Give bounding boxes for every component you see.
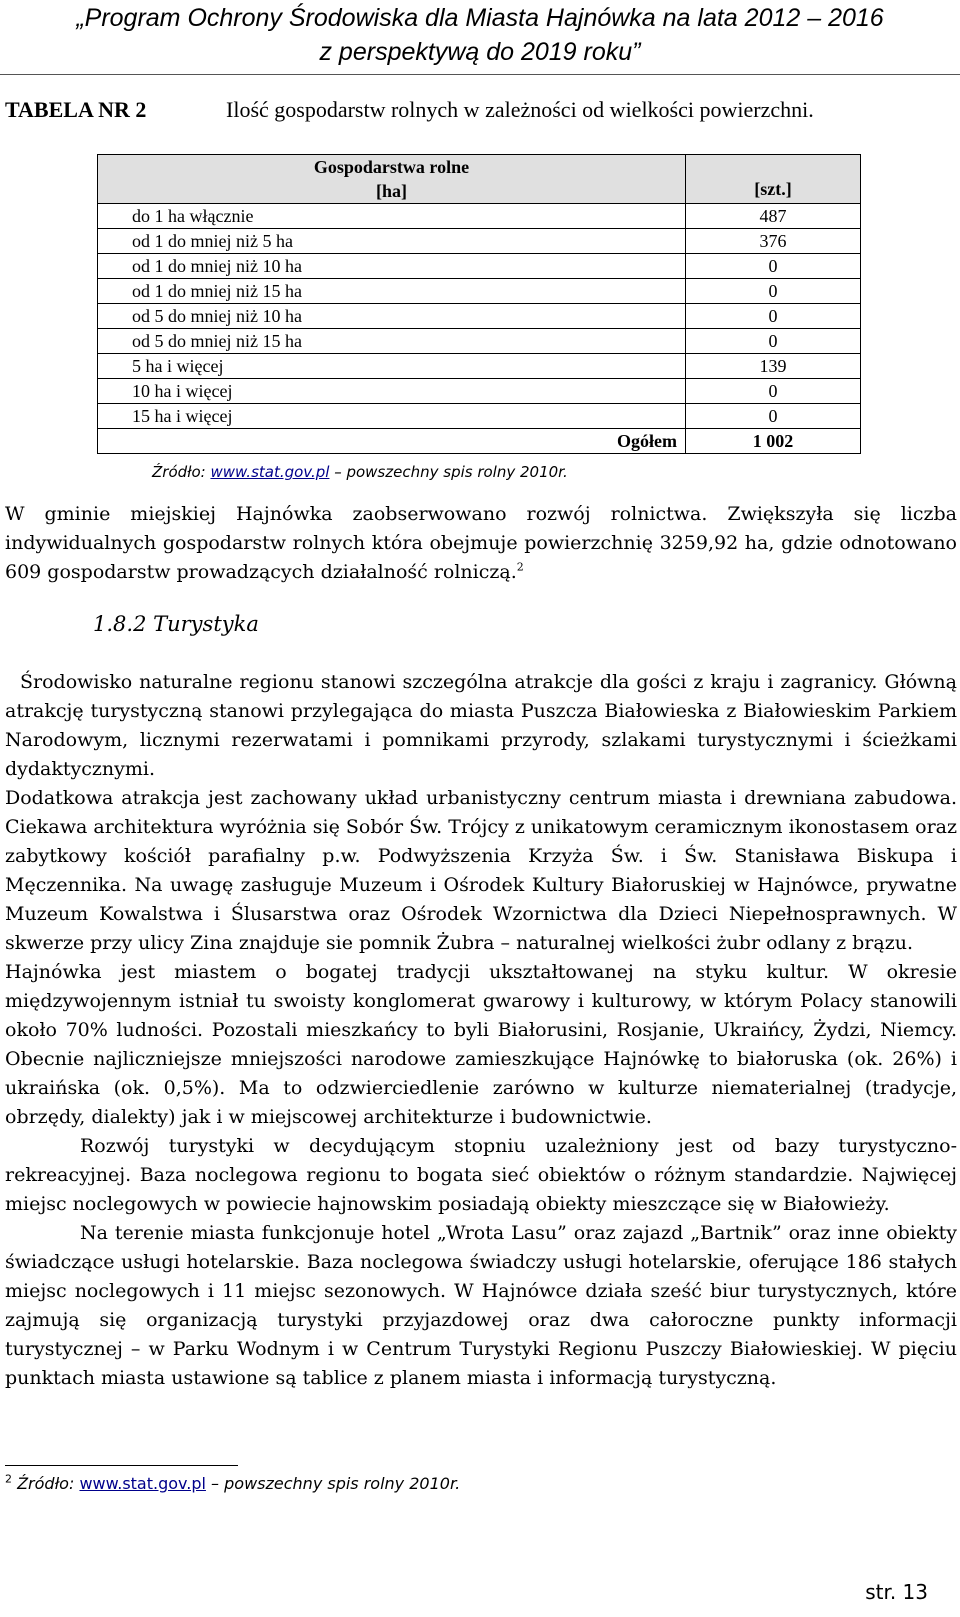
row-value: 0 (686, 279, 861, 304)
paragraph: Rozwój turystyki w decydującym stopniu uzależniony jest od bazy turystyczno-rekreacyjnej. Baza noclegowa regionu to bogata sieć obiektów o różnym standardzie. Najwięcej miejsc noclegowych w powiecie hajnowskim posiadają obiekty mieszczące się w Białowieży. (5, 1135, 957, 1215)
row-value: 0 (686, 379, 861, 404)
header-title-line-2: z perspektywą do 2019 roku” (319, 38, 641, 66)
farms-table (97, 154, 861, 454)
footnote-reference[interactable]: 2 (516, 560, 524, 574)
footnote-link[interactable]: www.stat.gov.pl (79, 1474, 206, 1493)
agriculture-paragraph-text: W gminie miejskiej Hajnówka zaobserwowano rozwój rolnictwa. Zwiększyła się liczba indywidualnych gospodarstw rolnych która obejmuje powierzchnię 3259,92 ha, gdzie odnotowano 609 gospodarstw prowadzących działalność rolniczą. (5, 503, 957, 583)
row-category: 5 ha i więcej (98, 354, 686, 379)
table-row (98, 404, 861, 429)
row-category: od 1 do mniej niż 10 ha (98, 254, 686, 279)
document-header (0, 0, 960, 75)
source-suffix: – powszechny spis rolny 2010r. (329, 463, 568, 481)
table-row (98, 254, 861, 279)
row-value: 0 (686, 304, 861, 329)
footnote-number: 2 (5, 1472, 12, 1486)
header-farms-category (98, 155, 686, 204)
paragraph: Hajnówka jest miastem o bogatej tradycji ukształtowanej na styku kultur. W okresie międzywojennym istniał tu swoisty konglomerat gwarowy i kulturowy, w którym Polacy stanowili około 70% ludności. Pozostali mieszkańcy to byli Białorusini, Rosjanie, Ukraińcy, Żydzi, Niemcy. Obecnie najliczniejsze mniejszości narodowe zamieszkujące Hajnówkę to białoruska (ok. 26%) i ukraińska (ok. 0,5%). Ma to odzwierciedlenie zarówno w kulturze niematerialnej (tradycje, obrzędy, dialekty) jak i w miejscowej architekturze i budownictwie. (5, 961, 957, 1128)
section-heading: 1.8.2 Turystyka (93, 612, 259, 636)
agriculture-paragraph (5, 500, 957, 587)
total-label: Ogółem (98, 429, 686, 454)
source-prefix: Źródło: (152, 463, 211, 481)
table-source-note (152, 462, 568, 482)
row-category: do 1 ha włącznie (98, 204, 686, 229)
footnote-prefix: Źródło: (12, 1474, 80, 1493)
header-count-unit: [szt.] (686, 155, 861, 204)
row-value: 487 (686, 204, 861, 229)
header-title-line-1: „Program Ochrony Środowiska dla Miasta Hajnówka na lata 2012 – 2016 (76, 4, 884, 32)
row-value: 0 (686, 254, 861, 279)
source-link[interactable]: www.stat.gov.pl (210, 463, 330, 481)
header-farms-line-2: [ha] (376, 181, 407, 201)
table-row (98, 279, 861, 304)
table-description: Ilość gospodarstw rolnych w zależności od wielkości powierzchni. (226, 97, 814, 122)
table-number: TABELA NR 2 (5, 97, 147, 122)
paragraph: Dodatkowa atrakcja jest zachowany układ urbanistyczny centrum miasta i drewniana zabudowa. Ciekawa architektura wyróżnia się Sobór Św. Trójcy z unikatowym ceramicznym ikonostasem oraz zabytkowy kościół parafialny p.w. Podwyższenia Krzyża Św. i Św. Stanisława Biskupa i Męczennika. Na uwagę zasługuje Muzeum i Ośrodek Kultury Białoruskiej w Hajnówce, prywatne Muzeum Kowalstwa i Ślusarstwa oraz Ośrodek Wzornictwa dla Dzieci Niepełnosprawnych. W skwerze przy ulicy Zina znajduje sie pomnik Żubra – naturalnej wielkości żubr odlany z brązu. (5, 787, 957, 954)
total-value: 1 002 (686, 429, 861, 454)
row-category: 15 ha i więcej (98, 404, 686, 429)
table-row (98, 354, 861, 379)
row-category: 10 ha i więcej (98, 379, 686, 404)
table-header-row (98, 155, 861, 204)
row-category: od 1 do mniej niż 15 ha (98, 279, 686, 304)
footnote (5, 1473, 460, 1495)
footnote-suffix: – powszechny spis rolny 2010r. (205, 1474, 461, 1493)
header-farms-line-1: Gospodarstwa rolne (313, 157, 470, 177)
row-value: 376 (686, 229, 861, 254)
row-category: od 5 do mniej niż 15 ha (98, 329, 686, 354)
table-row (98, 379, 861, 404)
table-row (98, 204, 861, 229)
table-row (98, 329, 861, 354)
row-value: 0 (686, 329, 861, 354)
page-number: str. 13 (865, 1580, 928, 1604)
row-category: od 5 do mniej niż 10 ha (98, 304, 686, 329)
table-row (98, 229, 861, 254)
row-value: 139 (686, 354, 861, 379)
tourism-section-text (5, 668, 957, 1393)
paragraph: Na terenie miasta funkcjonuje hotel „Wrota Lasu” oraz zajazd „Bartnik” oraz inne obiekty świadczące usługi hotelarskie. Baza noclegowa świadczy usługi hotelarskie, oferujące 186 stałych miejsc noclegowych i 11 miejsc sezonowych. W Hajnówce działa sześć biur turystycznych, które zajmują się organizacją turystyki przyjazdowej oraz dwa całoroczne punkty informacji turystycznej – w Parku Wodnym i w Centrum Turystyki Regionu Puszczy Białowieskiej. W pięciu punktach miasta ustawione są tablice z planem miasta i informacją turystyczną. (5, 1222, 957, 1389)
row-category: od 1 do mniej niż 5 ha (98, 229, 686, 254)
paragraph: Środowisko naturalne regionu stanowi szczególna atrakcje dla gości z kraju i zagranicy. Główną atrakcję turystyczną stanowi przylegająca do miasta Puszcza Białowieska z Białowieskim Parkiem Narodowym, licznymi rezerwatami i pomnikami przyrody, szlakami turystycznymi i ścieżkami dydaktycznymi. (5, 671, 957, 780)
table-total-row (98, 429, 861, 454)
row-value: 0 (686, 404, 861, 429)
footnote-separator (5, 1465, 238, 1466)
table-row (98, 304, 861, 329)
